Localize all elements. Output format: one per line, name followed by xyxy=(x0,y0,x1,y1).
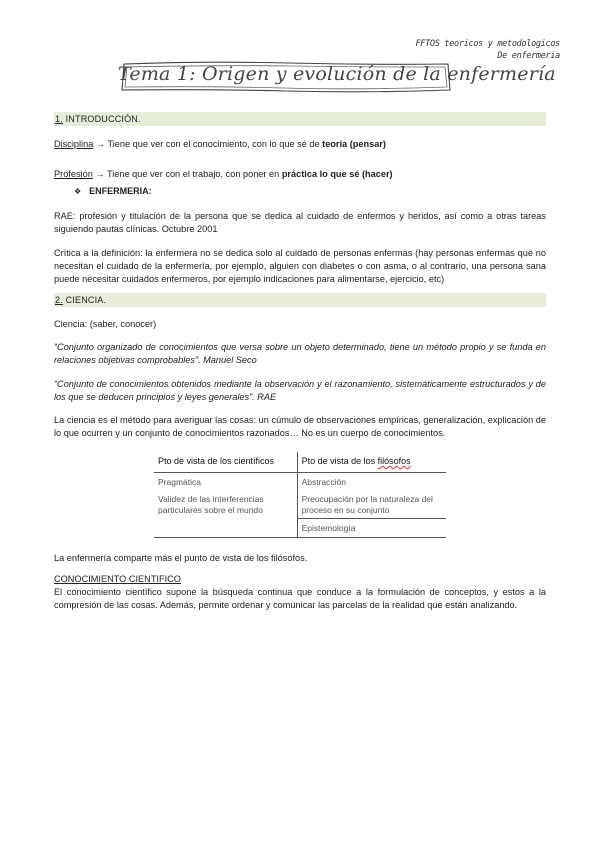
table-cell: Pragmática xyxy=(158,476,201,487)
viewpoint-table xyxy=(154,452,446,538)
table-cell: Preocupación por la naturaleza del proceso en su conjunto xyxy=(297,490,446,519)
disciplina-definition xyxy=(54,138,546,151)
table-row xyxy=(154,472,446,490)
course-note-line2: De enfermeria xyxy=(497,51,560,61)
rae-definition: RAE: profesión y titulación de la persona que se dedica al cuidado de enfermos y heridos, así como a otras tareas siguiendo pautas clínicas. Octubre 2001 xyxy=(54,211,546,234)
table-wrapper xyxy=(54,440,546,544)
critica-paragraph: Crítica a la definición: la enfermera no se dedica solo al cuidado de personas enfermas (hay personas enfermas que no necesitan el cuidado de la enfermería, por ejemplo, alguien con diabetes o con asma, o al contrario, una persona sana puede necesitar cuidados enfermeros, por ejemplo indicaciones para alimentarse, ejercicio, etc) xyxy=(54,248,546,284)
header-philosophers xyxy=(297,452,446,472)
profesion-bold: práctica lo que sé (hacer) xyxy=(281,169,393,179)
profesion-text: → Tiene que ver con el trabajo, con poner en xyxy=(92,169,282,179)
table-cell xyxy=(154,519,297,538)
table-row xyxy=(154,519,446,538)
term-profesion: Profesión xyxy=(54,169,93,179)
quote-rae: “Conjunto de conocimientos obtenidos mediante la observación y el razonamiento, sistemáticamente estructurados y de los que se deducen principios y leyes generales”. RAE xyxy=(54,379,546,402)
title-banner xyxy=(118,59,556,95)
header-scientists: Pto de vista de los científicos xyxy=(154,452,297,472)
after-table-text: La enfermería comparte más el punto de vista de los filósofos. xyxy=(54,553,308,563)
table-cell: Abstracción xyxy=(297,472,446,490)
table-header-row xyxy=(154,452,446,472)
content xyxy=(54,112,546,612)
conocimiento-paragraph: El conocimiento científico supone la búsqueda continua que conduce a la formulación de conceptos, y estos a la compresión de las cosas. Además, permite ordenar y comunicar las parcelas de la realidad que están analizando. xyxy=(54,587,546,610)
header-philosophers-word: filósofos xyxy=(377,456,411,466)
table-cell: Epistemología xyxy=(297,519,446,538)
section-number: 2. xyxy=(55,295,63,305)
page-title: Tema 1: Origen y evolución de la enfermería xyxy=(118,63,556,85)
table-row xyxy=(154,490,446,519)
conocimiento-heading: CONOCIMIENTO CIENTIFICO xyxy=(54,574,181,584)
term-disciplina: Disciplina xyxy=(54,139,94,149)
ciencia-paragraph: La ciencia es el método para averiguar las cosas: un cúmulo de observaciones empíricas, generalización, explicación de lo que ocurren y un conjunto de conocimientos razonados… No es un cuerpo de conocimientos. xyxy=(54,415,546,438)
disciplina-text: → Tiene que ver con el conocimiento, con lo que sé de xyxy=(93,139,323,149)
section-title: CIENCIA. xyxy=(65,295,107,305)
section-heading-intro xyxy=(54,112,546,126)
table-cell: Validez de las interferencias particulares sobre el mundo xyxy=(158,494,264,515)
header-philosophers-prefix: Pto de vista de los xyxy=(301,456,378,466)
section-heading-ciencia xyxy=(54,293,546,307)
quote-manuel-seco: “Conjunto organizado de conocimientos que versa sobre un objeto determinado, tiene un método propio y se funda en relaciones objetivas comprobables”. Manuel Seco xyxy=(54,342,546,365)
diamond-bullet-icon: ❖ xyxy=(74,187,82,196)
section-number: 1. xyxy=(55,114,63,124)
bullet-enfermeria xyxy=(54,185,546,198)
bullet-label: ENFERMERIA: xyxy=(89,186,152,196)
disciplina-bold: teoría (pensar) xyxy=(322,139,386,149)
section-title: INTRODUCCIÓN. xyxy=(65,114,141,124)
profesion-definition xyxy=(54,168,546,181)
course-note-line1: FFTOS teoricos y metodologicos xyxy=(415,39,560,49)
ciencia-intro: Ciencia: (saber, conocer) xyxy=(54,319,157,329)
